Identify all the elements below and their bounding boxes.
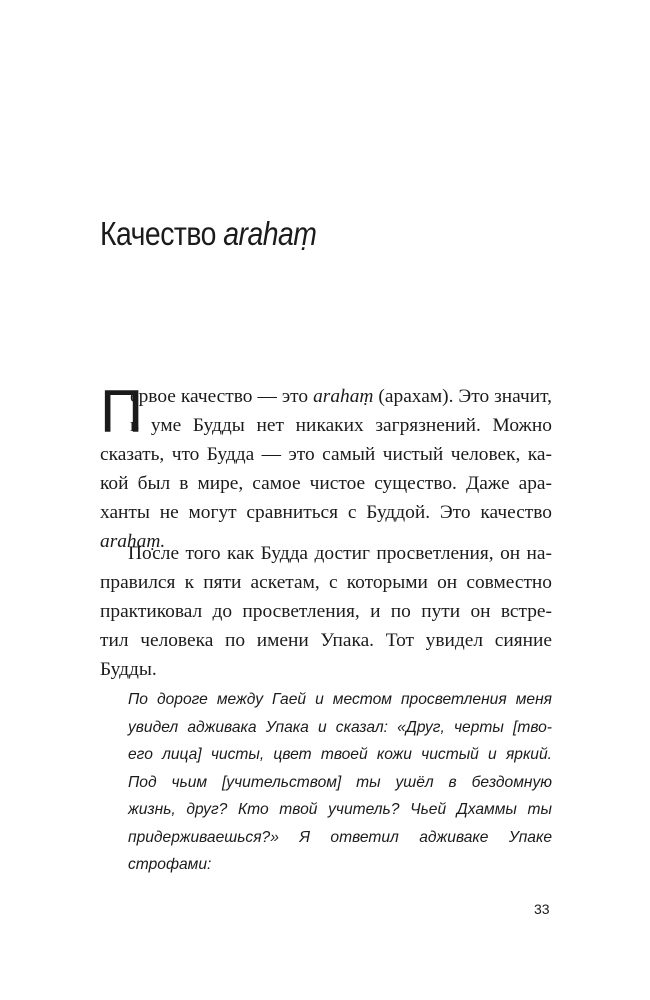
paragraph-line: практиковал до просветления, и по пути он встре-: [100, 601, 552, 622]
paragraph-line: После того как Будда достиг просветления, он на-: [128, 543, 552, 564]
quote-line: его лица] чисты, цвет твоей кожи чистый и яркий.: [128, 746, 552, 763]
quote-line: Под чьим [учительством] ты ушёл в бездомную: [128, 773, 552, 791]
quote-line: строфами:: [128, 856, 212, 873]
chapter-title-term: arahaṃ: [223, 215, 317, 252]
paragraph-line: arahaṃ.: [100, 531, 166, 552]
paragraph-2: [100, 539, 552, 684]
quote-line: жизнь, друг? Кто твой учитель? Чьей Дхаммы ты: [128, 801, 552, 818]
paragraph-line: ервое качество — это arahaṃ (арахам). Это значит,: [130, 386, 552, 407]
paragraph-line: кой был в мире, самое чистое существо. Даже ара-: [100, 473, 552, 494]
chapter-title-text: Качество: [100, 215, 224, 252]
paragraph-line: сказать, что Будда — это самый чистый человек, ка-: [100, 444, 552, 465]
paragraph-line: тил человека по имени Упака. Тот увидел сияние: [100, 630, 552, 651]
paragraph-line: правился к пяти аскетам, с которыми он совместно: [100, 572, 552, 593]
quote-line: По дороге между Гаей и местом просветления меня: [128, 691, 552, 708]
drop-cap: П: [100, 378, 144, 445]
block-quote: [128, 686, 552, 879]
paragraph-line: в уме Будды нет никаких загрязнений. Можно: [130, 415, 552, 436]
page-number: 33: [534, 901, 550, 917]
paragraph-line: ханты не могут сравниться с Буддой. Это качество: [100, 502, 552, 523]
chapter-title: [100, 214, 316, 254]
quote-line: придерживаешься?» Я ответил адживаке Упаке: [128, 828, 552, 846]
quote-line: увидел адживака Упака и сказал: «Друг, черты [тво-: [128, 718, 552, 736]
inline-term: arahaṃ: [313, 386, 374, 407]
paragraph-line: Будды.: [100, 659, 157, 680]
paragraph-1: [100, 378, 552, 556]
